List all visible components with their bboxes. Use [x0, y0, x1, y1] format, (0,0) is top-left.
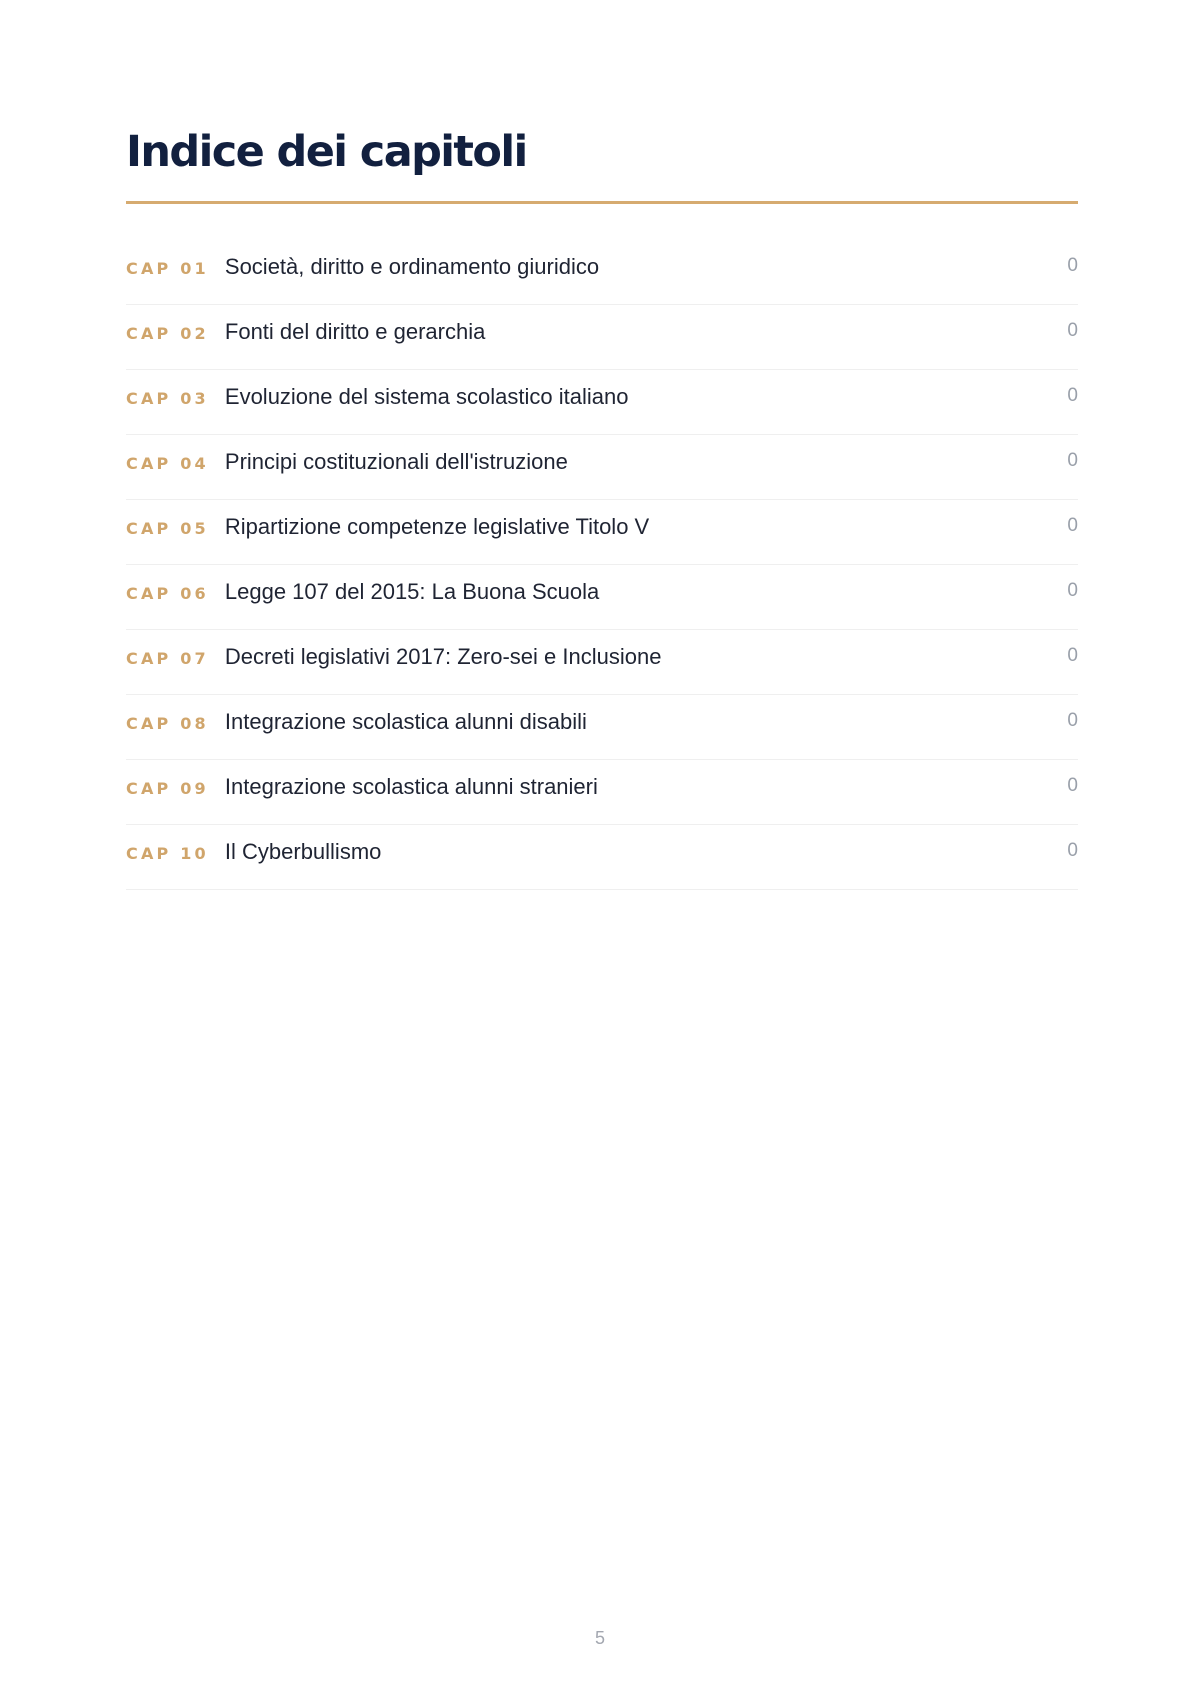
chapter-page-number: 0	[1067, 645, 1078, 666]
toc-entry[interactable]	[126, 370, 1078, 435]
chapter-title: Integrazione scolastica alunni stranieri	[224, 774, 598, 799]
chapter-page-number: 0	[1067, 840, 1078, 861]
chapter-title: Il Cyberbullismo	[224, 839, 382, 864]
chapter-label: CAP 07	[126, 649, 209, 668]
chapter-title: Decreti legislativi 2017: Zero-sei e Inclusione	[224, 644, 662, 669]
chapter-page-number: 0	[1067, 320, 1078, 341]
chapter-title: Evoluzione del sistema scolastico italiano	[224, 384, 629, 409]
chapter-label: CAP 10	[126, 844, 209, 863]
toc-entry[interactable]	[126, 565, 1078, 630]
chapter-label: CAP 02	[126, 324, 209, 343]
toc-entry[interactable]	[126, 760, 1078, 825]
chapter-title: Principi costituzionali dell'istruzione	[224, 449, 568, 474]
chapter-label: CAP 08	[126, 714, 209, 733]
chapter-label: CAP 04	[126, 454, 209, 473]
chapter-title: Fonti del diritto e gerarchia	[224, 319, 486, 344]
toc-entry[interactable]	[126, 435, 1078, 500]
toc-entry[interactable]	[126, 695, 1078, 760]
chapter-title: Legge 107 del 2015: La Buona Scuola	[224, 579, 600, 604]
chapter-label: CAP 09	[126, 779, 209, 798]
toc-entry[interactable]	[126, 630, 1078, 695]
chapter-label: CAP 05	[126, 519, 209, 538]
chapter-page-number: 0	[1067, 710, 1078, 731]
chapter-label: CAP 03	[126, 389, 209, 408]
chapter-title: Ripartizione competenze legislative Titolo V	[224, 514, 650, 539]
chapter-page-number: 0	[1067, 255, 1078, 276]
toc-entry[interactable]	[126, 825, 1078, 890]
chapter-label: CAP 06	[126, 584, 209, 603]
footer-page-number: 5	[594, 1628, 605, 1648]
chapter-page-number: 0	[1067, 515, 1078, 536]
chapter-title: Società, diritto e ordinamento giuridico	[224, 254, 600, 279]
page-title: Indice dei capitoli	[126, 127, 527, 177]
chapter-label: CAP 01	[126, 259, 209, 278]
toc-entry[interactable]	[126, 240, 1078, 305]
chapter-page-number: 0	[1067, 385, 1078, 406]
chapter-title: Integrazione scolastica alunni disabili	[224, 709, 587, 734]
chapter-page-number: 0	[1067, 775, 1078, 796]
toc-entry[interactable]	[126, 305, 1078, 370]
title-divider	[126, 201, 1078, 204]
chapter-page-number: 0	[1067, 580, 1078, 601]
chapter-page-number: 0	[1067, 450, 1078, 471]
toc-entry[interactable]	[126, 500, 1078, 565]
table-of-contents	[126, 240, 1078, 890]
